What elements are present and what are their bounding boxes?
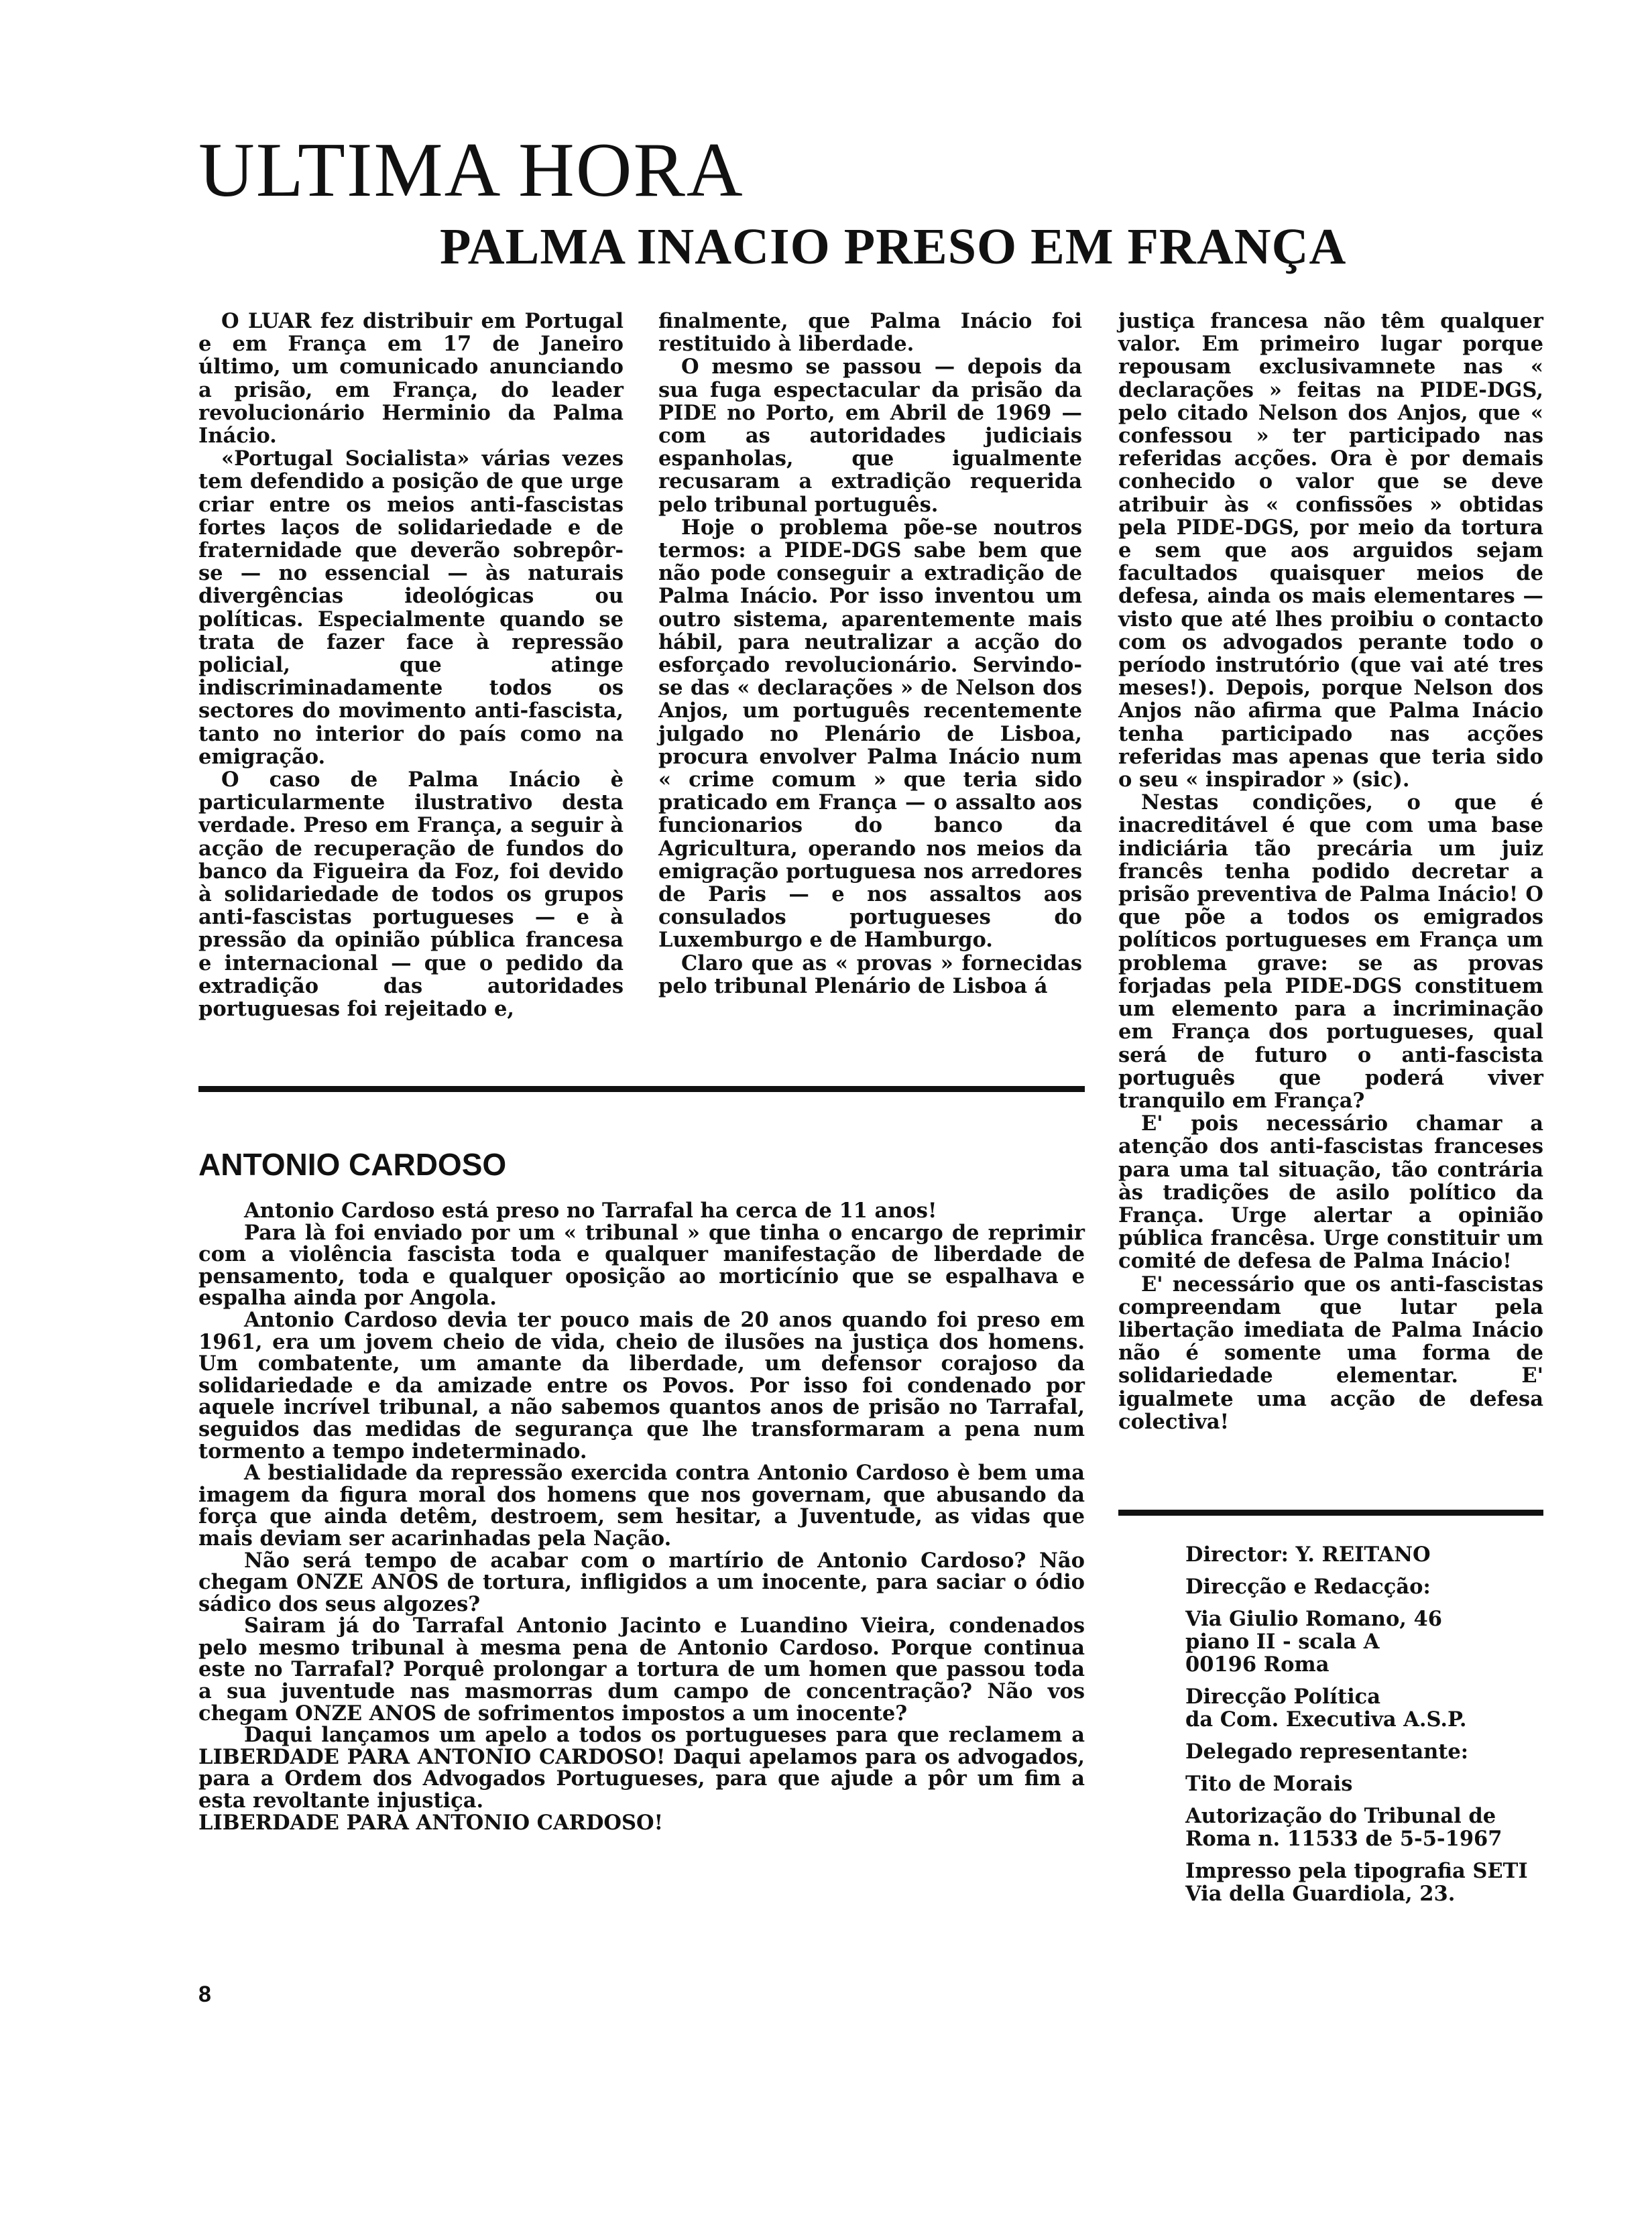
- address-line: 00196 Roma: [1185, 1652, 1330, 1677]
- masthead-direccao-label: Direcção e Redacção:: [1185, 1575, 1431, 1599]
- article-paragraph: A bestialidade da repressão exercida contra Antonio Cardoso è bem uma imagem da figura moral dos homens que nos governam, que abusando da força que ainda detêm, destroem, sem hesitar, a Juventude, as vidas que mais deviam ser acarinhadas pela Nação.: [198, 1461, 1085, 1551]
- masthead-divider: [1118, 1510, 1543, 1516]
- masthead-delegado-label: Delegado representante:: [1185, 1740, 1469, 1764]
- address-line: Via Giulio Romano, 46: [1185, 1607, 1442, 1631]
- headline: ULTIMA HORA: [198, 127, 744, 213]
- article-column-3: [1118, 310, 1543, 1433]
- masthead-autorizacao: [1185, 1805, 1561, 1850]
- address-line: piano II - scala A: [1185, 1630, 1380, 1654]
- page-number: 8: [198, 1982, 211, 2007]
- article-paragraph: finalmente, que Palma Inácio foi restituido à liberdade.: [658, 309, 1082, 357]
- masthead-impresso: [1185, 1860, 1561, 1905]
- article-paragraph: O LUAR fez distribuir em Portugal e em França em 17 de Janeiro último, um comunicado anunciando a prisão, em França, do leader revolucionário Herminio da Palma Inácio.: [198, 309, 624, 448]
- article-column-1: [198, 310, 624, 1020]
- masthead-line: Via della Guardiola, 23.: [1185, 1882, 1456, 1906]
- masthead-delegado-name: Tito de Morais: [1185, 1772, 1353, 1796]
- section-title: ANTONIO CARDOSO: [198, 1147, 507, 1182]
- article-paragraph: Nestas condições, o que é inacreditável é que com uma base indiciária tão precária um juiz francês tenha podido decretar a prisão preventiva de Palma Inácio! O que põe a todos os emigrados políticos portugueses em França um problema grave: se as provas forjadas pela PIDE-DGS constituem um elemento para a incriminação em França dos portugueses, qual será de futuro o anti-fascista português que poderá viver tranquilo em França?: [1118, 790, 1543, 1113]
- masthead-line: Autorização do Tribunal de: [1185, 1804, 1496, 1828]
- article-paragraph: Para là foi enviado por um « tribunal » que tinha o encargo de reprimir com a violência fascista toda e qualquer manifestação de liberdade de pensamento, toda e qualquer oposição ao morticínio que se espalhava e espalha ainda por Angola.: [198, 1220, 1085, 1311]
- masthead-line: Impresso pela tipografia SETI: [1185, 1859, 1528, 1883]
- masthead-direccao-politica: [1185, 1685, 1561, 1731]
- article-paragraph: E' necessário que os anti-fascistas compreendam que lutar pela libertação imediata de Palma Inácio não é somente uma forma de solidariedade elementar. E' igualmete uma acção de defesa colectiva!: [1118, 1272, 1543, 1434]
- masthead-line: da Com. Executiva A.S.P.: [1185, 1707, 1467, 1732]
- masthead-address: [1185, 1608, 1561, 1676]
- article-paragraph: «Portugal Socialista» várias vezes tem defendido a posição de que urge criar entre os meios anti-fascistas fortes laços de solidariedade e de fraternidade que deverão sobrepôr-se — no essencial — às naturais divergências ideológicas ou políticas. Especialmente quando se trata de fazer face à repressão policial, que atinge indiscriminadamente todos os sectores do movimento anti-fascista, tanto no interior do país como na emigração.: [198, 446, 624, 769]
- article-paragraph: Antonio Cardoso devia ter pouco mais de 20 anos quando foi preso em 1961, era um jovem cheio de vida, cheio de ilusões na justiça dos homens. Um combatente, um amante da liberdade, um defensor corajoso da solidariedade e da amizade entre os Povos. Por isso foi condenado por aquele incrível tribunal, a não sabemos quantos anos de prisão no Tarrafal, seguidos das medidas de segurança que lhe transformaram a pena num tormento a tempo indeterminado.: [198, 1307, 1085, 1463]
- article-paragraph: Antonio Cardoso está preso no Tarrafal ha cerca de 11 anos!: [244, 1199, 937, 1223]
- article-paragraph: Claro que as « provas » fornecidas pelo tribunal Plenário de Lisboa á: [658, 951, 1082, 998]
- subheadline: PALMA INACIO PRESO EM FRANÇA: [440, 219, 1347, 275]
- article-paragraph: Não será tempo de acabar com o martírio de Antonio Cardoso? Não chegam ONZE ANOS de tortura, infligidos a um inocente, para saciar o ódio sádico dos seus algozes?: [198, 1548, 1085, 1616]
- masthead: [1185, 1543, 1561, 1915]
- article-paragraph: justiça francesa não têm qualquer valor. Em primeiro lugar porque repousam exclusivamnete nas « declarações » feitas na PIDE-DGS, pelo citado Nelson dos Anjos, que « confessou » ter participado nas referidas acções. Ora è por demais conhecido o valor que se deve atribuir às « confissões » obtidas pela PIDE-DGS, por meio da tortura e sem que aos arguidos sejam facultados quaisquer meios de defesa, ainda os mais elementares — visto que até lhes proibiu o contacto com os advogados perante todo o período instrutório (que vai até tres meses!). Depois, porque Nelson dos Anjos não afirma que Palma Inácio tenha participado nas acções referidas mas apenas que teria sido o seu « inspirador » (sic).: [1118, 309, 1543, 792]
- masthead-line: Direcção Política: [1185, 1685, 1381, 1709]
- article-column-2: [658, 310, 1082, 998]
- masthead-line: Roma n. 11533 de 5-5-1967: [1185, 1827, 1502, 1851]
- article-paragraph: Hoje o problema põe-se noutros termos: a PIDE-DGS sabe bem que não pode conseguir a extradição de Palma Inácio. Por isso inventou um outro sistema, aparentemente mais hábil, para neutralizar a acção do esforçado revolucionário. Servindo-se das « declarações » de Nelson dos Anjos, um português recentemente julgado no Plenário de Lisboa, procura envolver Palma Inácio num « crime comum » que teria sido praticado em França — o assalto aos funcionarios do banco da Agricultura, operando nos meios da emigração portuguesa nos arredores de Paris — e nos assaltos aos consulados portugueses do Luxemburgo e de Hamburgo.: [658, 515, 1082, 953]
- section-divider: [198, 1086, 1085, 1092]
- cardoso-article: [198, 1200, 1085, 1833]
- masthead-director: Director: Y. REITANO: [1185, 1543, 1431, 1567]
- article-paragraph: E' pois necessário chamar a atenção dos anti-fascistas franceses para uma tal situação, tão contrária às tradições de asilo político da França. Urge alertar a opinião pública francêsa. Urge constituir um comité de defesa de Palma Inácio!: [1118, 1111, 1543, 1274]
- article-paragraph: O caso de Palma Inácio è particularmente ilustrativo desta verdade. Preso em França, a seguir à acção de recuperação de fundos do banco da Figueira da Foz, foi devido à solidariedade de todos os grupos anti-fascistas portugueses — e à pressão da opinião pública francesa e internacional — que o pedido da extradição das autoridades portuguesas foi rejeitado e,: [198, 768, 624, 1022]
- closing-slogan: LIBERDADE PARA ANTONIO CARDOSO!: [198, 1810, 663, 1835]
- article-paragraph: O mesmo se passou — depois da sua fuga espectacular da prisão da PIDE no Porto, em Abril de 1969 — com as autoridades judiciais espanholas, que igualmente recusaram a extradição requerida pelo tribunal português.: [658, 355, 1082, 517]
- article-paragraph: Sairam já do Tarrafal Antonio Jacinto e Luandino Vieira, condenados pelo mesmo tribunal à mesma pena de Antonio Cardoso. Porque continua este no Tarrafal? Porquê prolongar a tortura de um homen que passou toda a sua juventude nas masmorras dum campo de concentração? Não vos chegam ONZE ANOS de sofrimentos impostos a um inocente?: [198, 1614, 1085, 1726]
- article-paragraph: Daqui lançamos um apelo a todos os portugueses para que reclamem a LIBERDADE PARA ANTONIO CARDOSO! Daqui apelamos para os advogados, para a Ordem dos Advogados Portugueses, para que ajude a pôr um fim a esta revoltante injustiça.: [198, 1723, 1085, 1813]
